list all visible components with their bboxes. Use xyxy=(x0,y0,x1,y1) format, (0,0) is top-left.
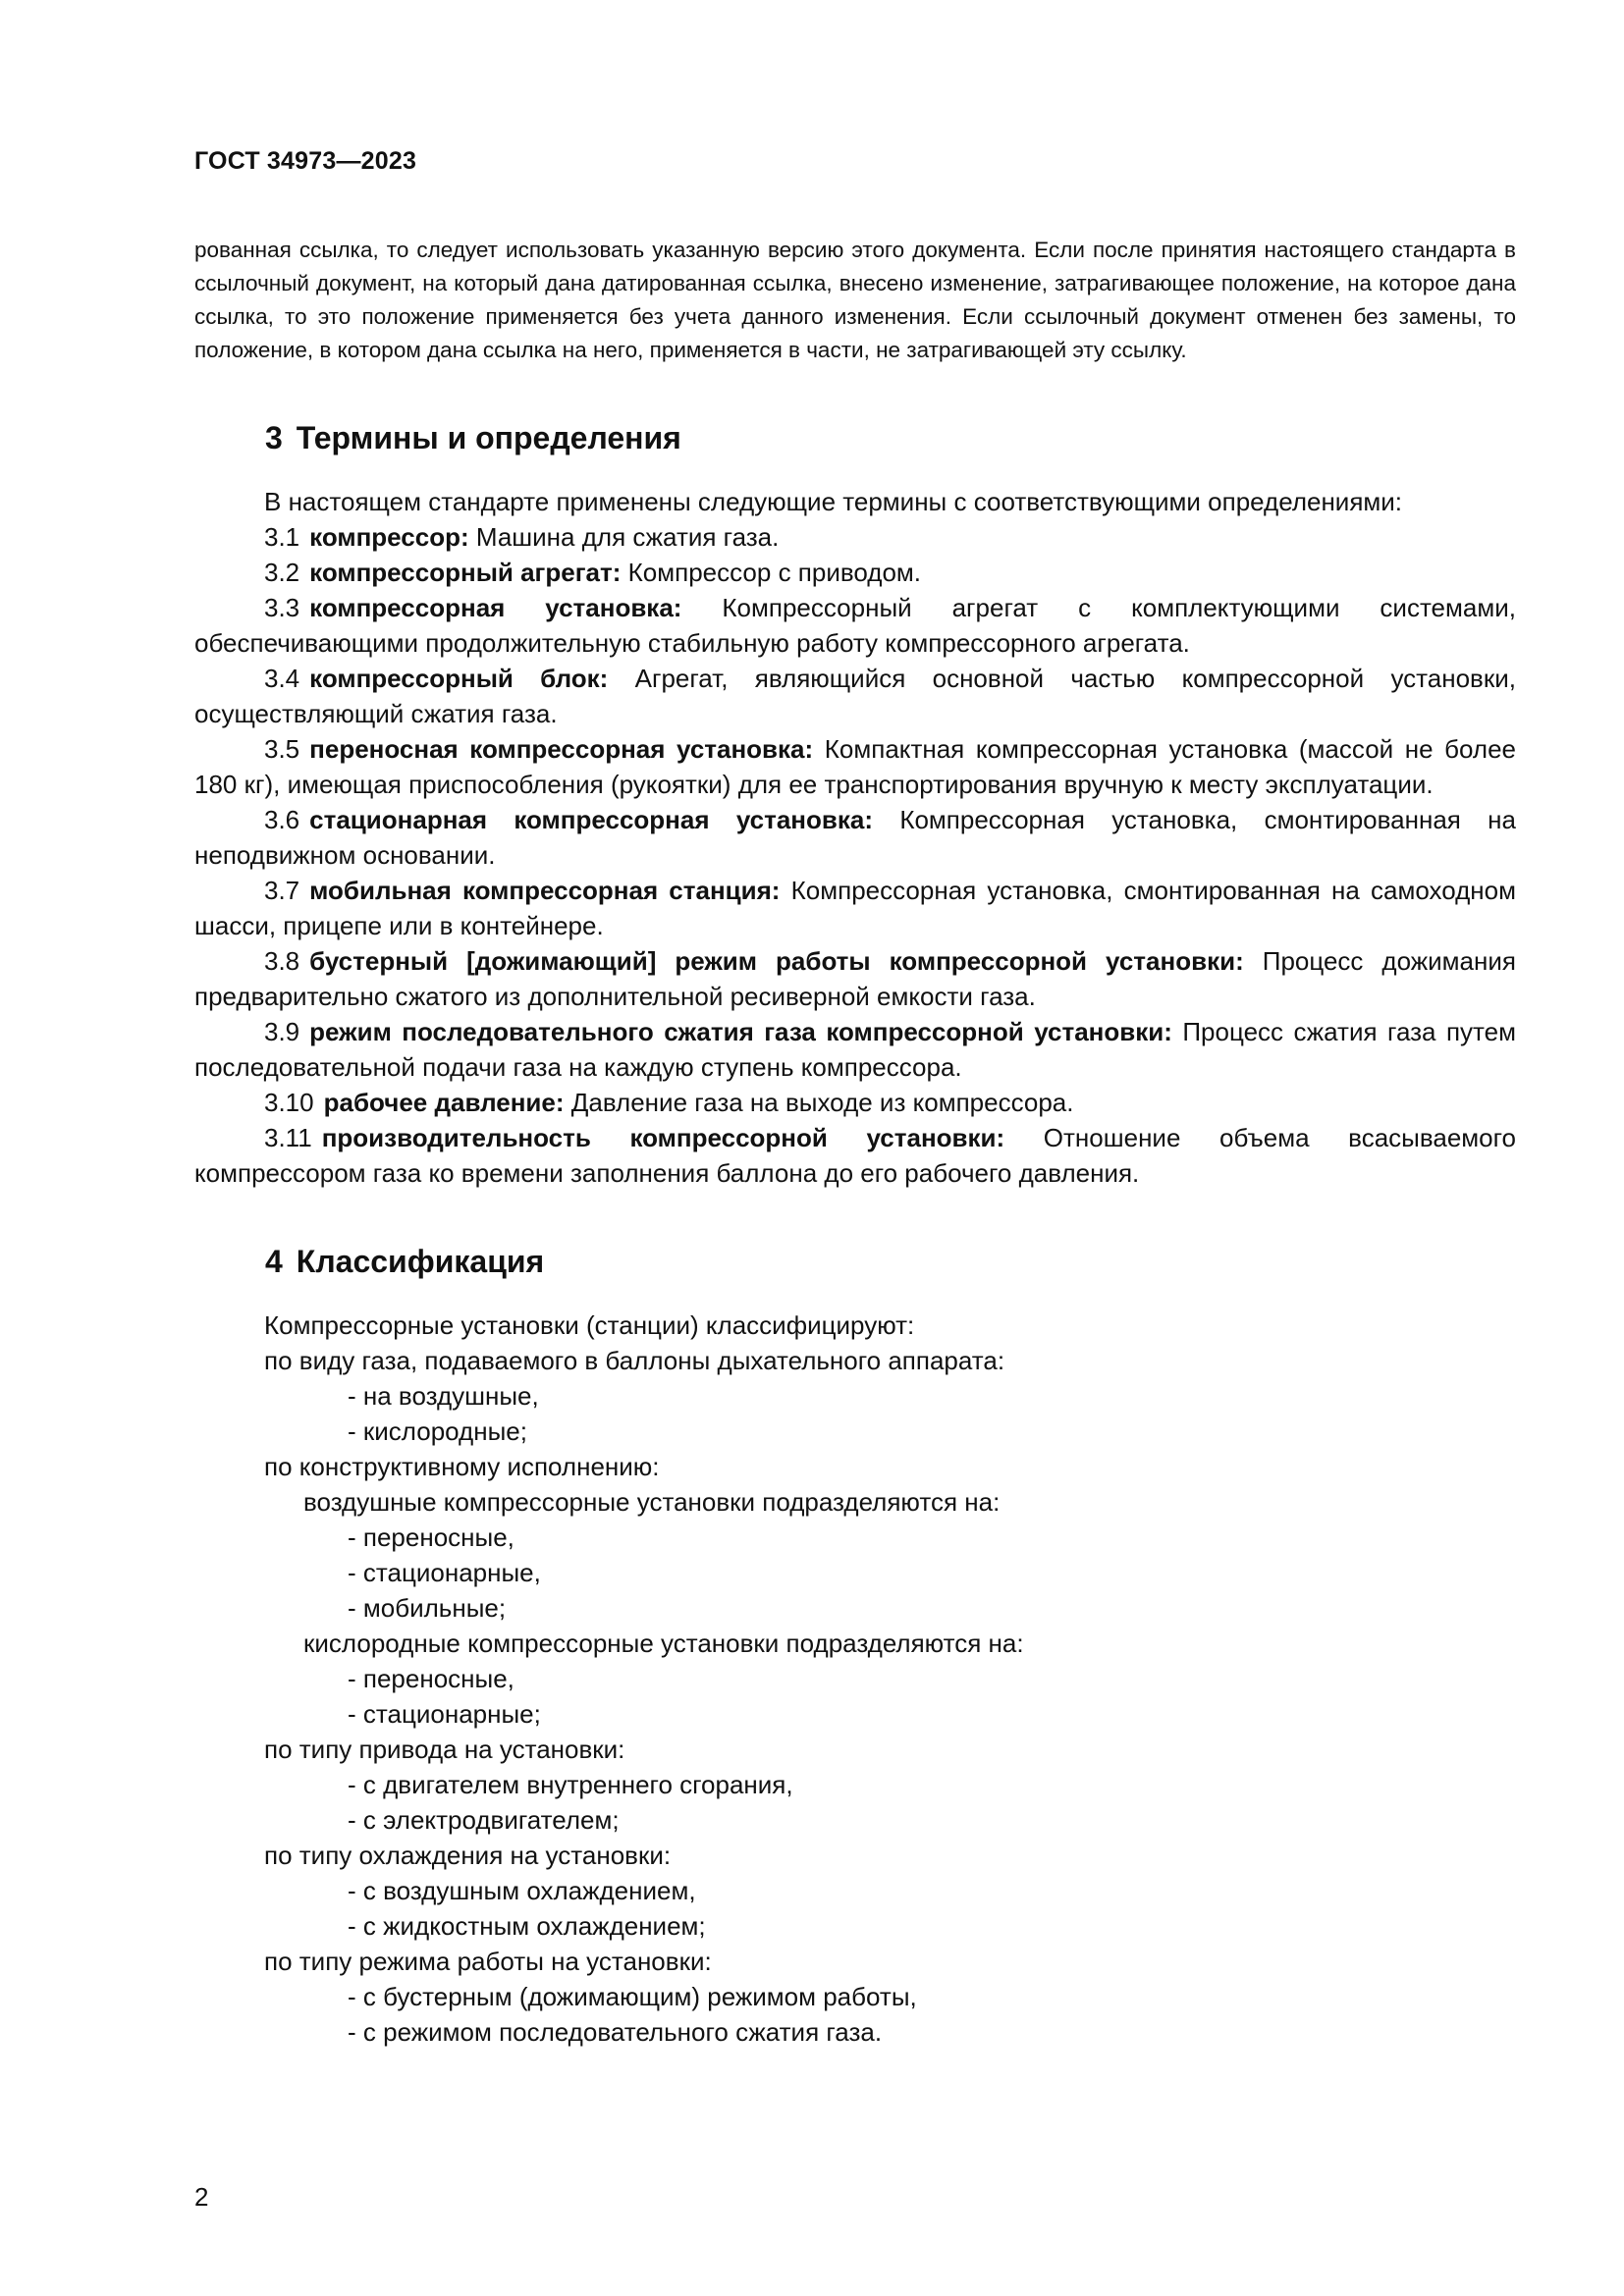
section-3-lead: В настоящем стандарте применены следующие термины с соответствующими определениями: xyxy=(264,487,1403,516)
section-4-number: 4 xyxy=(265,1244,283,1279)
section-3-body xyxy=(194,484,1516,1191)
term-definition xyxy=(194,1085,1516,1120)
classification-line: кислородные компрессорные установки подразделяются на: xyxy=(303,1629,1024,1658)
term-definition xyxy=(194,590,1516,661)
classification-line: по типу привода на установки: xyxy=(264,1735,625,1764)
classification-item: - переносные, xyxy=(348,1664,514,1693)
term-number: 3.10 xyxy=(264,1088,314,1117)
term-name: мобильная компрессорная станция: xyxy=(309,876,781,905)
classification-item: - с жидкостным охлаждением; xyxy=(348,1911,706,1941)
classification-line: по типу режима работы на установки: xyxy=(264,1947,712,1976)
term-name: компрессорный блок: xyxy=(309,664,609,693)
classification-list xyxy=(194,1308,1516,2050)
document-page xyxy=(194,147,1516,2050)
term-text: Агрегат, являющийся основной частью компрессорной установки, осуществляющий сжатия газа. xyxy=(194,664,1516,728)
term-text: Компрессор с приводом. xyxy=(627,558,921,587)
term-name: производительность компрессорной установки: xyxy=(321,1123,1005,1152)
term-definition xyxy=(194,661,1516,731)
term-number: 3.6 xyxy=(264,805,300,834)
page-number: 2 xyxy=(194,2182,209,2212)
terms-list xyxy=(194,519,1516,1191)
intro-paragraph: рованная ссылка, то следует использовать указанную версию этого документа. Если после принятия настоящего стандарта в ссылочный документ, на который дана датированная ссылка, внесено изменение, затрагивающее положение, на которое дана ссылка, то это положение применяется без учета данного изменения. Если ссылочный документ отменен без замены, то положение, в котором дана ссылка на него, применяется в части, не затрагивающей эту ссылку. xyxy=(194,238,1516,362)
classification-item: - с двигателем внутреннего сгорания, xyxy=(348,1770,793,1799)
term-definition xyxy=(194,519,1516,555)
term-definition xyxy=(194,802,1516,873)
term-definition xyxy=(194,1120,1516,1191)
term-name: переносная компрессорная установка: xyxy=(309,734,814,764)
term-name: бустерный [дожимающий] режим работы компрессорной установки: xyxy=(309,946,1244,976)
term-name: рабочее давление: xyxy=(323,1088,565,1117)
classification-item: - с режимом последовательного сжатия газа. xyxy=(348,2017,883,2047)
term-number: 3.2 xyxy=(264,558,300,587)
classification-item: - с воздушным охлаждением, xyxy=(348,1876,696,1905)
term-number: 3.1 xyxy=(264,522,300,552)
classification-item: - стационарные, xyxy=(348,1558,541,1587)
document-header: ГОСТ 34973—2023 xyxy=(194,147,417,175)
term-definition xyxy=(194,943,1516,1014)
classification-item: - стационарные; xyxy=(348,1699,541,1729)
term-name: режим последовательного сжатия газа компрессорной установки: xyxy=(309,1017,1172,1046)
section-4-title: Классификация xyxy=(296,1244,545,1279)
classification-line: по конструктивному исполнению: xyxy=(264,1452,660,1481)
classification-line: Компрессорные установки (станции) классифицируют: xyxy=(264,1310,915,1340)
term-name: стационарная компрессорная установка: xyxy=(309,805,873,834)
term-number: 3.5 xyxy=(264,734,300,764)
term-definition xyxy=(194,731,1516,802)
classification-item: - с электродвигателем; xyxy=(348,1805,620,1835)
section-4-heading xyxy=(265,1242,1516,1281)
term-number: 3.9 xyxy=(264,1017,300,1046)
term-number: 3.7 xyxy=(264,876,300,905)
section-3-number: 3 xyxy=(265,420,283,455)
classification-item: - переносные, xyxy=(348,1522,514,1552)
term-text: Компрессорная установка, смонтированная на самоходном шасси, прицепе или в контейнере. xyxy=(194,876,1517,940)
section-3-title: Термины и определения xyxy=(296,420,681,455)
classification-item: - кислородные; xyxy=(348,1416,527,1446)
term-name: компрессорная установка: xyxy=(309,593,682,622)
classification-item: - мобильные; xyxy=(348,1593,507,1623)
term-number: 3.3 xyxy=(264,593,300,622)
term-definition xyxy=(194,1014,1516,1085)
classification-item: - с бустерным (дожимающим) режимом работы, xyxy=(348,1982,917,2011)
classification-item: - на воздушные, xyxy=(348,1381,539,1411)
classification-line: по типу охлаждения на установки: xyxy=(264,1841,672,1870)
classification-line: воздушные компрессорные установки подразделяются на: xyxy=(303,1487,1001,1517)
section-3-heading xyxy=(265,418,1516,457)
term-definition xyxy=(194,555,1516,590)
term-text: Компрессорная установка, смонтированная на неподвижном основании. xyxy=(194,805,1516,870)
term-text: Компрессорный агрегат с комплектующими системами, обеспечивающими продолжительную стабильную работу компрессорного агрегата. xyxy=(194,593,1516,658)
term-text: Процесс сжатия газа путем последовательной подачи газа на каждую ступень компрессора. xyxy=(194,1017,1516,1082)
term-text: Машина для сжатия газа. xyxy=(475,522,780,552)
term-text: Компактная компрессорная установка (массой не более 180 кг), имеющая приспособления (рукоятки) для ее транспортирования вручную к месту эксплуатации. xyxy=(194,734,1517,799)
term-text: Процесс дожимания предварительно сжатого из дополнительной ресиверной емкости газа. xyxy=(194,946,1516,1011)
term-text: Отношение объема всасываемого компрессором газа ко времени заполнения баллона до его рабочего давления. xyxy=(194,1123,1516,1188)
term-text: Давление газа на выходе из компрессора. xyxy=(570,1088,1074,1117)
term-name: компрессорный агрегат: xyxy=(309,558,622,587)
classification-line: по виду газа, подаваемого в баллоны дыхательного аппарата: xyxy=(264,1346,1005,1375)
term-number: 3.4 xyxy=(264,664,300,693)
term-definition xyxy=(194,873,1516,943)
term-number: 3.8 xyxy=(264,946,300,976)
term-number: 3.11 xyxy=(264,1123,312,1152)
term-name: компрессор: xyxy=(309,522,469,552)
